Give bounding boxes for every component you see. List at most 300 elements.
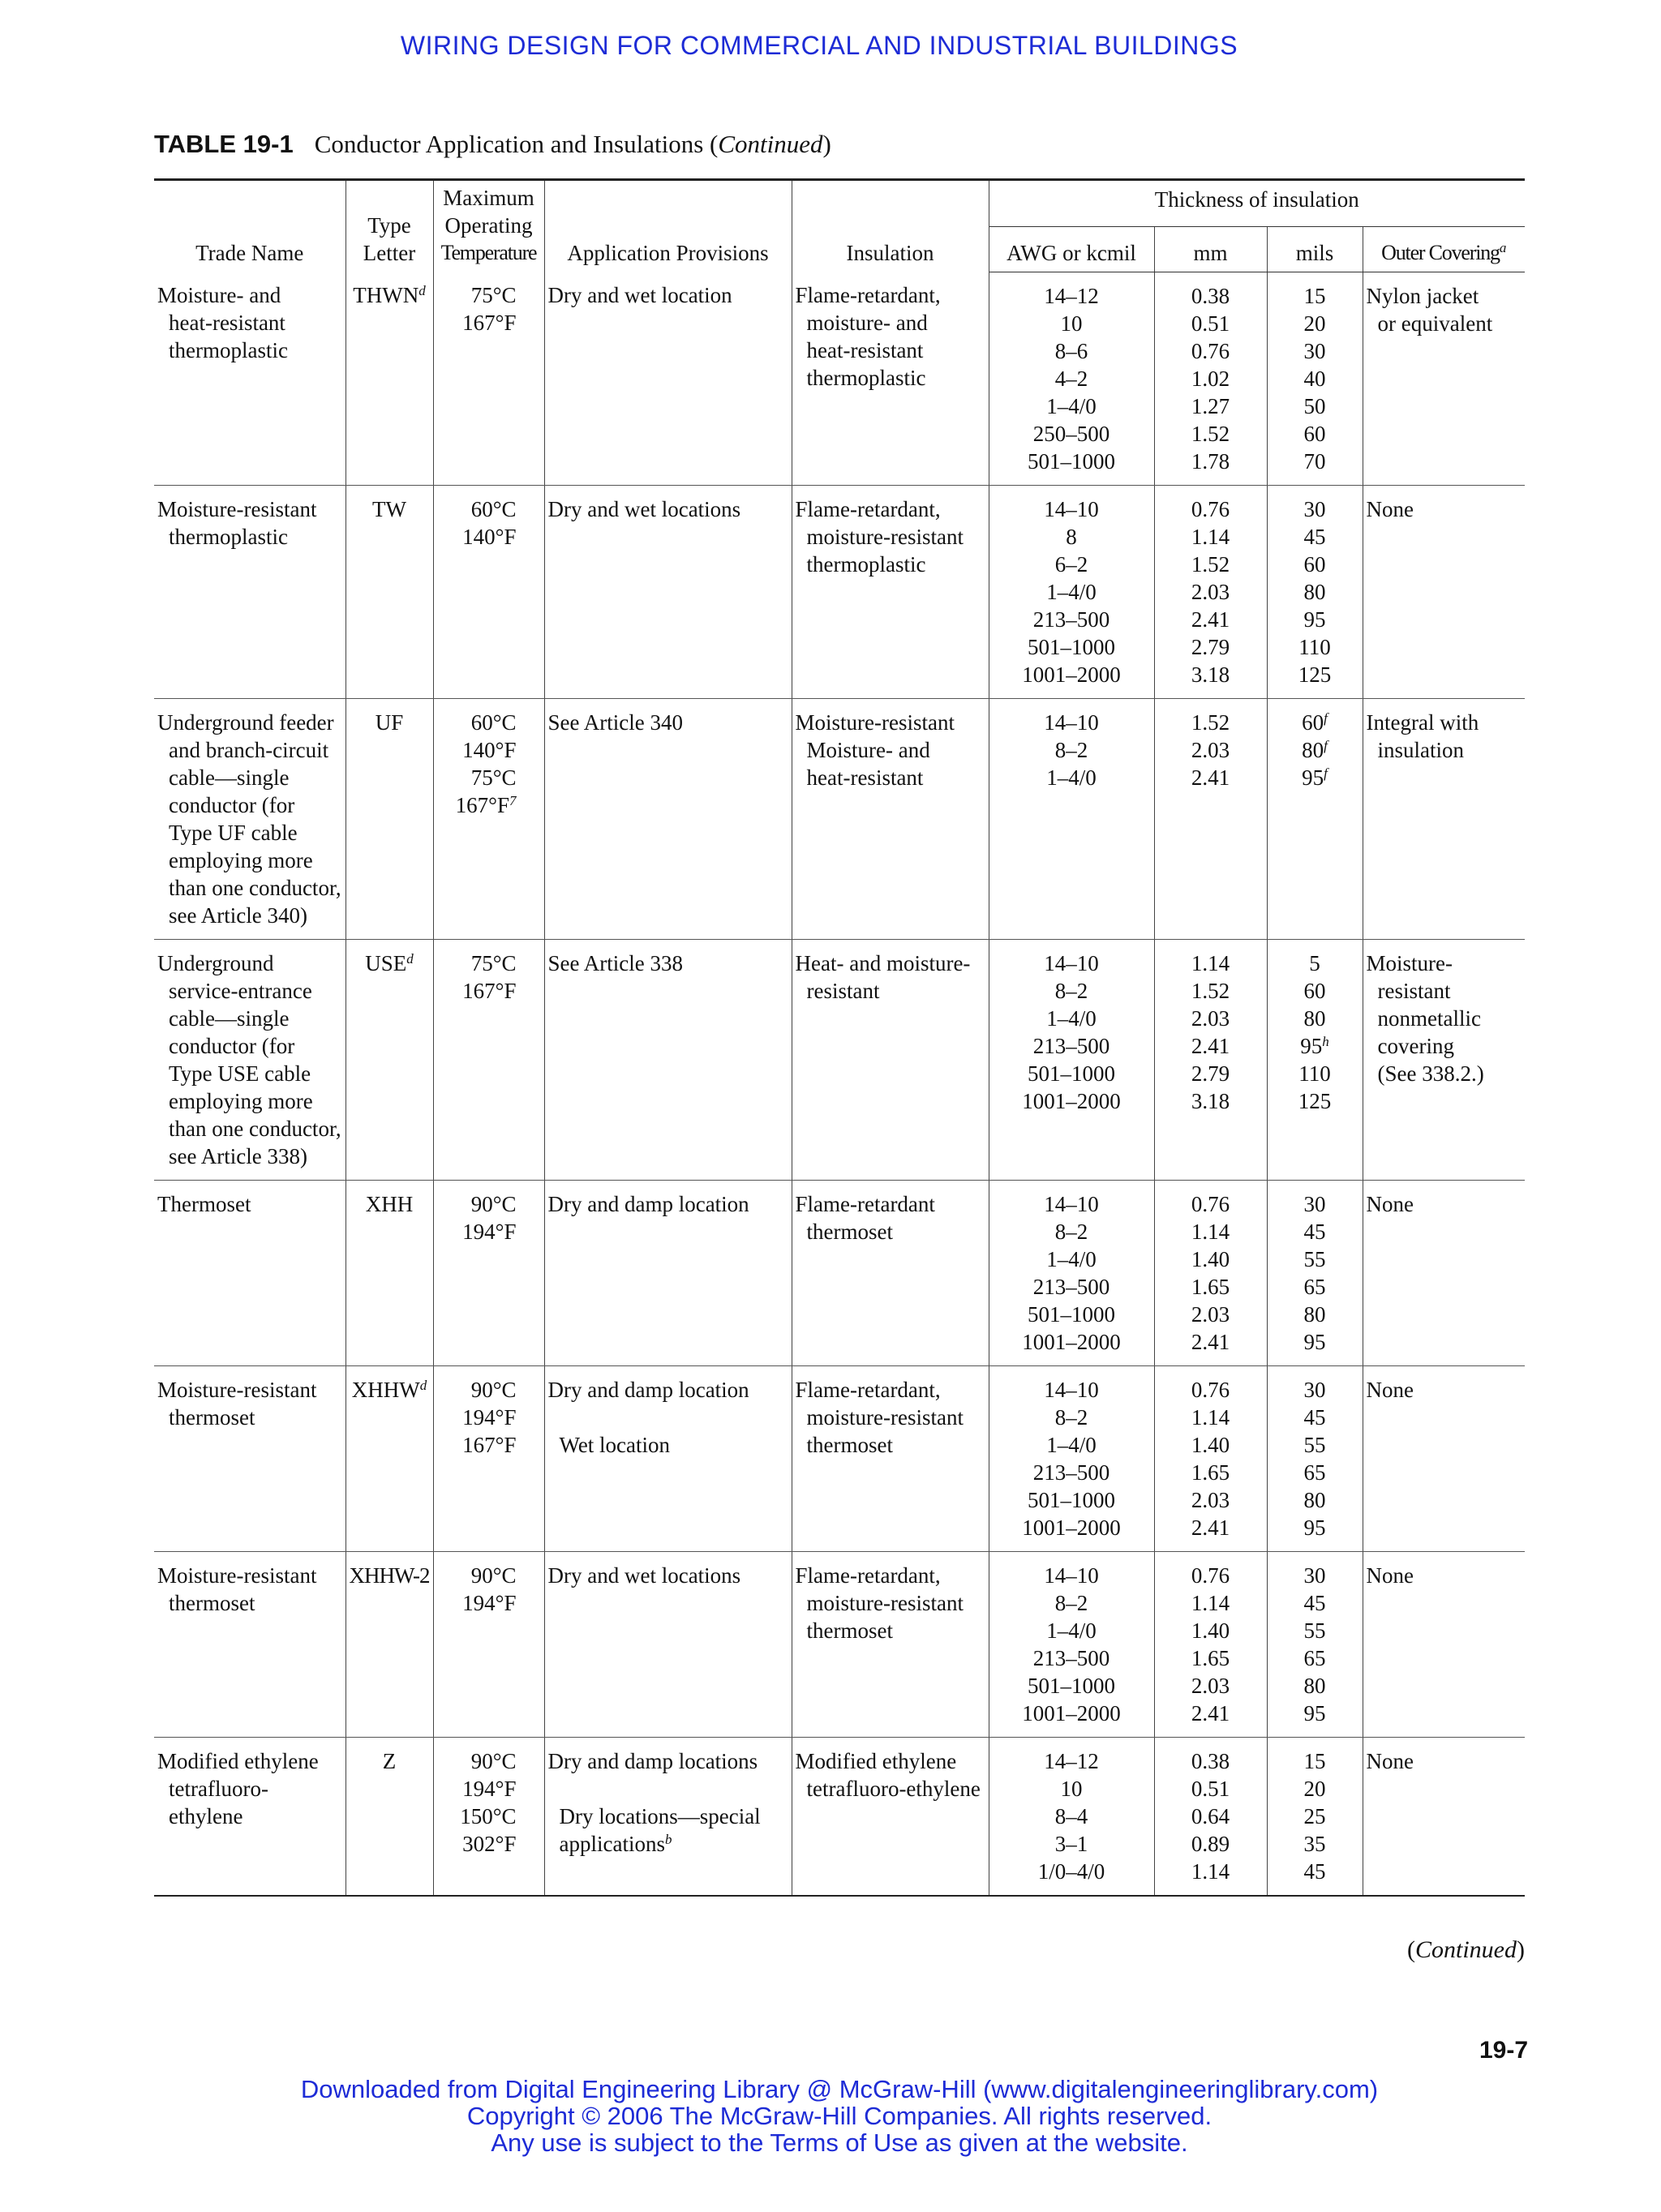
max-temp — [433, 698, 544, 939]
application-text: Dry and damp location — [547, 1377, 749, 1402]
thickness-mils-text: 45 — [1303, 1590, 1326, 1615]
thickness-mm-text: 2.03 — [1191, 1487, 1230, 1512]
thickness-mm-line — [1158, 1486, 1264, 1514]
thickness-mils-line — [1271, 1700, 1359, 1727]
outer-covering-line — [1367, 1376, 1522, 1404]
trade-name — [154, 698, 346, 939]
outer-covering-text: Integral with — [1366, 709, 1479, 735]
awg-size-text: 3–1 — [1054, 1831, 1088, 1856]
thickness-mils-text: 45 — [1303, 524, 1326, 549]
thickness-mils-text: 20 — [1303, 1776, 1326, 1801]
trade-name-line — [157, 1376, 342, 1404]
insulation-line — [796, 1218, 985, 1245]
max-temp-line — [437, 764, 517, 791]
thickness-mils-line — [1271, 365, 1359, 392]
insulation-line — [796, 1431, 985, 1459]
thickness-mils-text: 125 — [1298, 1088, 1332, 1113]
insulation-line — [796, 281, 985, 309]
thickness-mm-line — [1158, 1644, 1264, 1672]
thickness-mils-text: 95 — [1300, 1033, 1323, 1058]
application-line — [548, 1431, 788, 1459]
outer-covering-text: None — [1366, 496, 1414, 521]
header-max-temp-line: Temperature — [440, 241, 537, 264]
thickness-mils-line — [1271, 551, 1359, 578]
thickness-mils-line — [1271, 282, 1359, 310]
awg-size — [989, 939, 1154, 1180]
thickness-mm — [1154, 1180, 1267, 1365]
thickness-mm-text: 2.79 — [1191, 634, 1230, 659]
header-application: Application Provisions — [567, 241, 769, 265]
application — [544, 1365, 792, 1551]
application-line — [548, 1747, 788, 1775]
thickness-mm-line — [1158, 1747, 1264, 1775]
outer-covering-text: or equivalent — [1377, 311, 1493, 336]
thickness-mm-line — [1158, 1514, 1264, 1541]
thickness-mm-text: 1.40 — [1191, 1432, 1230, 1457]
outer-covering — [1363, 698, 1525, 939]
thickness-mm-text: 0.76 — [1191, 338, 1230, 363]
thickness-mm-line — [1158, 365, 1264, 392]
header-thickness-group: Thickness of insulation — [989, 180, 1525, 227]
thickness-mm-text: 3.18 — [1191, 662, 1230, 687]
max-temp — [433, 1180, 544, 1365]
awg-size-line — [993, 420, 1151, 448]
max-temp-line — [437, 1190, 517, 1218]
application-line — [548, 1830, 788, 1858]
thickness-mm — [1154, 485, 1267, 698]
awg-size-line — [993, 523, 1151, 551]
max-temp-text: 90°C — [470, 1748, 517, 1773]
thickness-mils-line — [1271, 1858, 1359, 1885]
awg-size-line — [993, 1747, 1151, 1775]
insulation-line — [796, 523, 985, 551]
thickness-mils-line — [1271, 709, 1359, 736]
thickness-mm-line — [1158, 1005, 1264, 1032]
outer-covering-line — [1367, 282, 1522, 310]
thickness-mm-line — [1158, 1218, 1264, 1245]
thickness-mils — [1267, 272, 1363, 485]
continued-label: Continued — [1415, 1936, 1517, 1963]
awg-size-text: 6–2 — [1054, 551, 1088, 577]
trade-name-line — [157, 819, 342, 847]
awg-size — [989, 272, 1154, 485]
max-temp-line — [437, 523, 517, 551]
outer-covering — [1363, 485, 1525, 698]
thickness-mils-line — [1271, 1747, 1359, 1775]
type-letter — [346, 698, 433, 939]
table-row — [154, 272, 1525, 485]
thickness-mils-text: 45 — [1303, 1404, 1326, 1430]
insulation-text: moisture- and — [806, 311, 928, 335]
outer-covering-line — [1367, 709, 1522, 736]
trade-name-text: than one conductor, — [169, 1116, 341, 1141]
table-body — [154, 272, 1525, 1896]
application-line — [548, 709, 788, 736]
insulation-text: Flame-retardant, — [795, 496, 941, 521]
awg-size-text: 1/0–4/0 — [1037, 1858, 1105, 1884]
application-text: Dry and wet locations — [547, 496, 741, 521]
outer-covering-text: insulation — [1377, 737, 1464, 762]
insulation-text: Flame-retardant, — [795, 283, 941, 307]
max-temp-line — [437, 977, 517, 1005]
thickness-mm-line — [1158, 1087, 1264, 1115]
thickness-mils-text: 95 — [1303, 607, 1326, 632]
type-letter — [346, 272, 433, 485]
thickness-mm-text: 2.03 — [1191, 1301, 1230, 1327]
trade-name-line — [157, 1747, 342, 1775]
max-temp-line — [437, 309, 517, 337]
outer-covering-text: Moisture- — [1366, 950, 1453, 975]
header-max-temp-line: Maximum — [443, 186, 534, 210]
thickness-mils-line — [1271, 392, 1359, 420]
awg-size-line — [993, 1060, 1151, 1087]
thickness-mm-text: 1.14 — [1191, 524, 1230, 549]
outer-covering-text: None — [1366, 1191, 1414, 1216]
table-row — [154, 485, 1525, 698]
thickness-mm-line — [1158, 523, 1264, 551]
awg-size — [989, 698, 1154, 939]
thickness-mils-text: 45 — [1303, 1858, 1326, 1884]
thickness-mm-text: 0.76 — [1191, 1563, 1230, 1588]
header-outer-covering-label: Outer Covering — [1381, 240, 1500, 264]
max-temp-line — [437, 950, 517, 977]
conductor-table — [154, 178, 1525, 1897]
awg-size-line — [993, 1803, 1151, 1830]
thickness-mm-line — [1158, 709, 1264, 736]
trade-name-line — [157, 1775, 342, 1803]
insulation — [792, 485, 989, 698]
footnote-marker: 7 — [509, 792, 517, 808]
outer-covering-text: covering — [1377, 1033, 1454, 1058]
trade-name-text: and branch-circuit — [169, 737, 329, 762]
trade-name-text: cable—single — [169, 765, 290, 790]
insulation-line — [796, 337, 985, 364]
insulation-text: Flame-retardant — [795, 1191, 935, 1216]
application-line — [548, 950, 788, 977]
awg-size — [989, 1365, 1154, 1551]
awg-size-text: 14–10 — [1044, 950, 1099, 975]
outer-covering-line — [1367, 736, 1522, 764]
insulation-text: Moisture-resistant — [795, 709, 955, 735]
awg-size-line — [993, 1218, 1151, 1245]
table-row — [154, 1180, 1525, 1365]
awg-size-line — [993, 448, 1151, 475]
insulation-line — [796, 309, 985, 337]
thickness-mils-text: 45 — [1303, 1219, 1326, 1244]
thickness-mils-text: 80 — [1303, 1005, 1326, 1031]
awg-size-text: 213–500 — [1032, 1645, 1110, 1670]
thickness-mm-text: 2.41 — [1191, 1329, 1230, 1354]
application-line — [548, 1803, 788, 1830]
insulation-line — [796, 495, 985, 523]
thickness-mm-text: 1.65 — [1191, 1645, 1230, 1670]
thickness-mm-text: 1.40 — [1191, 1246, 1230, 1271]
max-temp-line — [437, 736, 517, 764]
thickness-mils-line — [1271, 523, 1359, 551]
thickness-mm-text: 1.14 — [1191, 950, 1230, 975]
thickness-mm-line — [1158, 1775, 1264, 1803]
thickness-mm-line — [1158, 1060, 1264, 1087]
thickness-mm-text: 1.52 — [1191, 551, 1230, 577]
max-temp-line — [437, 1218, 517, 1245]
awg-size-text: 1001–2000 — [1022, 1088, 1121, 1113]
thickness-mils-text: 95 — [1303, 1515, 1326, 1540]
awg-size-line — [993, 661, 1151, 688]
thickness-mils-text: 110 — [1298, 634, 1331, 659]
max-temp — [433, 485, 544, 698]
awg-size-text: 14–10 — [1044, 1191, 1099, 1216]
thickness-mils-line — [1271, 606, 1359, 633]
awg-size-text: 1–4/0 — [1046, 765, 1097, 790]
thickness-mm-text: 0.76 — [1191, 496, 1230, 521]
awg-size-line — [993, 282, 1151, 310]
footnote-marker: f — [1324, 765, 1328, 781]
line-gap — [548, 1404, 788, 1431]
trade-name-text: Moisture-resistant — [157, 1563, 317, 1588]
insulation-text: heat-resistant — [806, 765, 924, 790]
awg-size-text: 1–4/0 — [1046, 1005, 1097, 1031]
thickness-mils-text: 60 — [1303, 421, 1326, 446]
type-letter-text: XHH — [365, 1191, 414, 1216]
thickness-mils-text: 30 — [1303, 1563, 1326, 1588]
awg-size-line — [993, 1032, 1151, 1060]
thickness-mils-text: 70 — [1303, 448, 1326, 474]
trade-name-line — [157, 1803, 342, 1830]
thickness-mils-line — [1271, 1060, 1359, 1087]
awg-size-text: 14–10 — [1044, 709, 1099, 735]
thickness-mils-line — [1271, 1273, 1359, 1301]
header-mils: mils — [1267, 226, 1363, 272]
awg-size — [989, 1180, 1154, 1365]
header-type-letter-line: Type — [367, 213, 411, 238]
awg-size-line — [993, 1328, 1151, 1356]
thickness-mils — [1267, 1551, 1363, 1737]
awg-size-text: 250–500 — [1032, 421, 1110, 446]
thickness-mils-line — [1271, 1803, 1359, 1830]
max-temp-text: 167°F — [462, 978, 517, 1003]
trade-name-text: Moisture-resistant — [157, 1377, 317, 1402]
thickness-mm-line — [1158, 1617, 1264, 1644]
awg-size-text: 213–500 — [1032, 607, 1110, 632]
thickness-mm-line — [1158, 950, 1264, 977]
thickness-mm-text: 0.51 — [1191, 1776, 1230, 1801]
trade-name-text: Underground feeder — [157, 709, 334, 735]
type-letter-text: THWN — [353, 283, 419, 307]
awg-size-line — [993, 1245, 1151, 1273]
thickness-mils — [1267, 1180, 1363, 1365]
awg-size-line — [993, 977, 1151, 1005]
thickness-mils-line — [1271, 1431, 1359, 1459]
thickness-mm-line — [1158, 1404, 1264, 1431]
outer-covering-line — [1367, 495, 1522, 523]
trade-name — [154, 939, 346, 1180]
outer-covering-text: None — [1366, 1563, 1414, 1588]
awg-size-line — [993, 1700, 1151, 1727]
max-temp-text: 302°F — [462, 1831, 517, 1856]
insulation-line — [796, 736, 985, 764]
thickness-mm-line — [1158, 1803, 1264, 1830]
application-text: See Article 340 — [547, 709, 683, 735]
thickness-mm-text: 2.03 — [1191, 1005, 1230, 1031]
max-temp-text: 140°F — [462, 737, 517, 762]
table-row — [154, 1365, 1525, 1551]
insulation-line — [796, 950, 985, 977]
table-title-close: ) — [822, 130, 831, 158]
trade-name-line — [157, 847, 342, 874]
trade-name-line — [157, 709, 342, 736]
insulation-text: thermoset — [806, 1219, 893, 1244]
awg-size-line — [993, 578, 1151, 606]
awg-size-line — [993, 1273, 1151, 1301]
thickness-mm-line — [1158, 1589, 1264, 1617]
thickness-mils-text: 35 — [1303, 1831, 1326, 1856]
thickness-mils-line — [1271, 1301, 1359, 1328]
thickness-mm — [1154, 1737, 1267, 1896]
awg-size-text: 14–10 — [1044, 496, 1099, 521]
insulation-line — [796, 1404, 985, 1431]
insulation — [792, 272, 989, 485]
thickness-mils-text: 25 — [1303, 1803, 1326, 1828]
insulation-text: tetrafluoro-ethylene — [806, 1776, 981, 1801]
trade-name-line — [157, 523, 342, 551]
insulation — [792, 1737, 989, 1896]
thickness-mm-text: 2.03 — [1191, 579, 1230, 604]
thickness-mils — [1267, 1737, 1363, 1896]
awg-size-line — [993, 950, 1151, 977]
thickness-mils-line — [1271, 1514, 1359, 1541]
trade-name — [154, 1180, 346, 1365]
max-temp-line — [437, 1562, 517, 1589]
insulation-text: Heat- and moisture- — [795, 950, 971, 975]
thickness-mm-line — [1158, 1858, 1264, 1885]
type-letter — [346, 1180, 433, 1365]
trade-name-text: heat-resistant — [169, 311, 285, 335]
insulation-line — [796, 1562, 985, 1589]
trade-name-text: see Article 338) — [169, 1143, 307, 1168]
thickness-mils-line — [1271, 1245, 1359, 1273]
insulation-text: heat-resistant — [806, 338, 924, 362]
awg-size — [989, 1737, 1154, 1896]
type-letter-text: USE — [365, 950, 407, 975]
awg-size-text: 1–4/0 — [1046, 1618, 1097, 1643]
thickness-mils-text: 30 — [1303, 338, 1326, 363]
header-awg: AWG or kcmil — [989, 226, 1154, 272]
trade-name-text: Type UF cable — [169, 820, 298, 845]
max-temp-text: 90°C — [470, 1191, 517, 1216]
max-temp-text: 194°F — [462, 1590, 517, 1615]
line-gap — [548, 1775, 788, 1803]
outer-covering-text: None — [1366, 1377, 1414, 1402]
thickness-mm-line — [1158, 310, 1264, 337]
footer-line: Any use is subject to the Terms of Use as given at the website. — [491, 2128, 1188, 2157]
thickness-mm-text: 1.02 — [1191, 366, 1230, 391]
outer-covering-text: nonmetallic — [1377, 1005, 1481, 1031]
trade-name — [154, 272, 346, 485]
max-temp-line — [437, 495, 517, 523]
thickness-mils-text: 30 — [1303, 1377, 1326, 1402]
thickness-mils-line — [1271, 1032, 1359, 1060]
awg-size-text: 14–10 — [1044, 1377, 1099, 1402]
max-temp-line — [437, 1589, 517, 1617]
application-text: Dry and damp locations — [547, 1748, 758, 1773]
awg-size-line — [993, 1087, 1151, 1115]
awg-size-line — [993, 1514, 1151, 1541]
max-temp-text: 75°C — [470, 283, 517, 307]
awg-size-line — [993, 495, 1151, 523]
thickness-mm-text: 1.78 — [1191, 448, 1230, 474]
thickness-mm-line — [1158, 977, 1264, 1005]
thickness-mm-text: 0.89 — [1191, 1831, 1230, 1856]
awg-size-line — [993, 365, 1151, 392]
trade-name-line — [157, 281, 342, 309]
thickness-mils-line — [1271, 1775, 1359, 1803]
thickness-mils-text: 65 — [1303, 1645, 1326, 1670]
thickness-mm-text: 1.65 — [1191, 1460, 1230, 1485]
footnote-marker: h — [1322, 1033, 1329, 1049]
thickness-mils-line — [1271, 1486, 1359, 1514]
thickness-mils-line — [1271, 736, 1359, 764]
thickness-mils-line — [1271, 420, 1359, 448]
awg-size-line — [993, 337, 1151, 365]
insulation-line — [796, 1589, 985, 1617]
max-temp — [433, 939, 544, 1180]
footnote-marker: f — [1324, 737, 1328, 753]
table-number: TABLE 19-1 — [154, 130, 294, 158]
thickness-mm-line — [1158, 764, 1264, 791]
application — [544, 272, 792, 485]
insulation-line — [796, 551, 985, 578]
thickness-mm-line — [1158, 633, 1264, 661]
awg-size-text: 501–1000 — [1028, 1301, 1115, 1327]
awg-size-line — [993, 1644, 1151, 1672]
awg-size-text: 213–500 — [1032, 1274, 1110, 1299]
thickness-mm-line — [1158, 1830, 1264, 1858]
application-line — [548, 281, 788, 309]
thickness-mm-text: 0.76 — [1191, 1377, 1230, 1402]
awg-size-line — [993, 1672, 1151, 1700]
max-temp-text: 75°C — [470, 765, 517, 790]
thickness-mils — [1267, 939, 1363, 1180]
insulation-line — [796, 364, 985, 392]
trade-name-text: thermoset — [169, 1590, 255, 1615]
max-temp-text: 60°C — [470, 496, 517, 521]
thickness-mm-text: 2.41 — [1191, 1700, 1230, 1725]
thickness-mm-text: 1.14 — [1191, 1219, 1230, 1244]
thickness-mm-line — [1158, 1672, 1264, 1700]
insulation-line — [796, 1775, 985, 1803]
thickness-mils-line — [1271, 633, 1359, 661]
trade-name-line — [157, 495, 342, 523]
insulation-text: thermoplastic — [806, 366, 926, 390]
thickness-mils-line — [1271, 1087, 1359, 1115]
awg-size-line — [993, 1617, 1151, 1644]
application — [544, 1551, 792, 1737]
awg-size-line — [993, 736, 1151, 764]
max-temp-line — [437, 1376, 517, 1404]
thickness-mils-text: 80 — [1303, 1301, 1326, 1327]
thickness-mils-text: 60 — [1303, 978, 1326, 1003]
trade-name-text: Modified ethylene — [157, 1748, 319, 1773]
thickness-mm-text: 1.14 — [1191, 1404, 1230, 1430]
thickness-mils-text: 40 — [1303, 366, 1326, 391]
max-temp-text: 167°F — [462, 311, 517, 335]
thickness-mils-line — [1271, 1617, 1359, 1644]
awg-size-line — [993, 392, 1151, 420]
thickness-mils-text: 5 — [1309, 950, 1320, 975]
trade-name-line — [157, 1087, 342, 1115]
awg-size-line — [993, 1486, 1151, 1514]
awg-size-text: 1–4/0 — [1046, 579, 1097, 604]
